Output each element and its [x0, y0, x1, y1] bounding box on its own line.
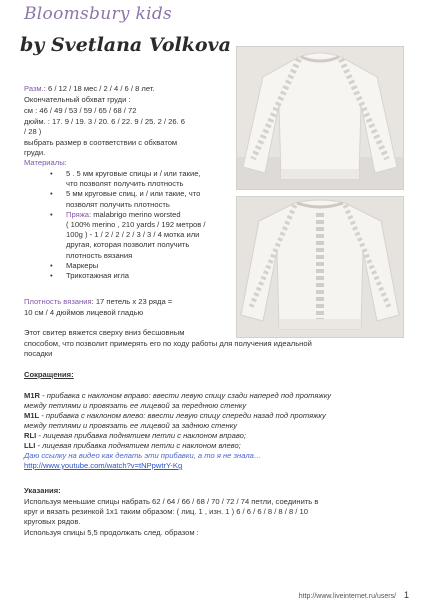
- list-item: • Маркеры: [50, 261, 230, 271]
- sizes-line-4: дюйм. : 17. 9 / 19. 3 / 20. 6 / 22. 9 / 25. 2 / 26. 6: [24, 117, 186, 126]
- sizes-line-1: [24, 84, 155, 94]
- intro-line-3: посадки: [24, 349, 53, 358]
- gauge-line-1: Плотность вязания: 17 петель х 23 ряда =: [24, 297, 173, 306]
- materials-list: [50, 169, 230, 281]
- sizes-line-2: Окончательный обхват груди :: [24, 95, 131, 104]
- instructions-line-2: круг и вязать резинкой 1х1 таким образом: ( лиц. 1 , изн. 1 ) 6 / 6 / 6 / 8 / 8 / 8 / 10: [24, 507, 308, 516]
- sizes-line-6: выбрать размер в соответствии с обхватом: [24, 138, 178, 147]
- intro-line-1: Этот свитер вяжется сверху вниз бесшовным: [24, 328, 185, 337]
- instructions-heading: Указания:: [24, 486, 61, 495]
- footer-url: http://www.liveinternet.ru/users/ 1: [298, 590, 409, 600]
- list-item: • Пряжа: malabrigo merino worsted ( 100% merino , 210 yards / 192 метров / 100g ) - 1 / 2 / 2 / 2 / 3 / 3 / 4 мотка или другая, которая позволит получить плотность вязания: [50, 210, 230, 261]
- sizes-label: Разм.: [24, 84, 44, 93]
- abbr-m1r-1: M1R - прибавка с наклоном вправо: ввести левую спицу сзади наперед под протяжку: [24, 391, 332, 400]
- sweater-image: [237, 47, 403, 189]
- list-item: • 5 мм круговые спиц. и / или такие, что позволят получить плотность: [50, 189, 230, 209]
- sweater-image: [237, 197, 403, 337]
- gauge-label: Плотность вязания: [24, 297, 92, 306]
- gauge-line-2: 10 см / 4 дюймов лицевой гладью: [24, 308, 144, 317]
- sizes-value: : 6 / 12 / 18 мес / 2 / 4 / 6 / 8 лет.: [43, 84, 155, 93]
- sizes-line-3: см : 46 / 49 / 53 / 59 / 65 / 68 / 72: [24, 106, 137, 115]
- brand-title: Bloomsbury kids: [24, 4, 173, 24]
- abbr-m1l-2: между петлями и провязать ее лицевой за заднюю стенку: [24, 421, 238, 430]
- sweater-photo-2: [236, 196, 404, 338]
- materials-heading: Материалы:: [24, 158, 67, 167]
- list-item: • Трикотажная игла: [50, 271, 230, 281]
- instructions-line-3: круговых рядов.: [24, 517, 81, 526]
- video-link[interactable]: http://www.youtube.com/watch?v=tNPpwtrY-Kg: [24, 461, 183, 470]
- video-note: Даю ссылку на видео как делать эти прибавки, а то я не знала…: [24, 451, 262, 460]
- sizes-line-7: груди.: [24, 148, 46, 157]
- abbr-heading: Сокращения:: [24, 370, 74, 379]
- sizes-line-5: / 28 ): [24, 127, 42, 136]
- list-item: • 5 . 5 мм круговые спицы и / или такие, что позволят получить плотность: [50, 169, 230, 189]
- instructions-line-4: Используя спицы 5,5 продолжать след. образом :: [24, 528, 199, 537]
- abbr-m1l-1: M1L - прибавка с наклоном влево: ввести левую спицу спереди назад под протяжку: [24, 411, 326, 420]
- abbr-rli: RLI - лицевая прибавка поднятием петли с наклоном вправо;: [24, 431, 247, 440]
- instructions-line-1: Используя меньшие спицы набрать 62 / 64 / 66 / 68 / 70 / 72 / 74 петли, соединить в: [24, 497, 319, 506]
- page-number: 1: [403, 590, 409, 600]
- intro-line-2: способом, что позволит примерять его по ходу работы для получения идеальной: [24, 339, 312, 348]
- sweater-photo-1: [236, 46, 404, 190]
- author-title: by Svetlana Volkova: [20, 34, 231, 56]
- abbr-lli: LLI - лицевая прибавка поднятием петли с наклоном влево;: [24, 441, 241, 450]
- abbr-m1r-2: между петлями и провязать ее лицевой за переднюю стенку: [24, 401, 247, 410]
